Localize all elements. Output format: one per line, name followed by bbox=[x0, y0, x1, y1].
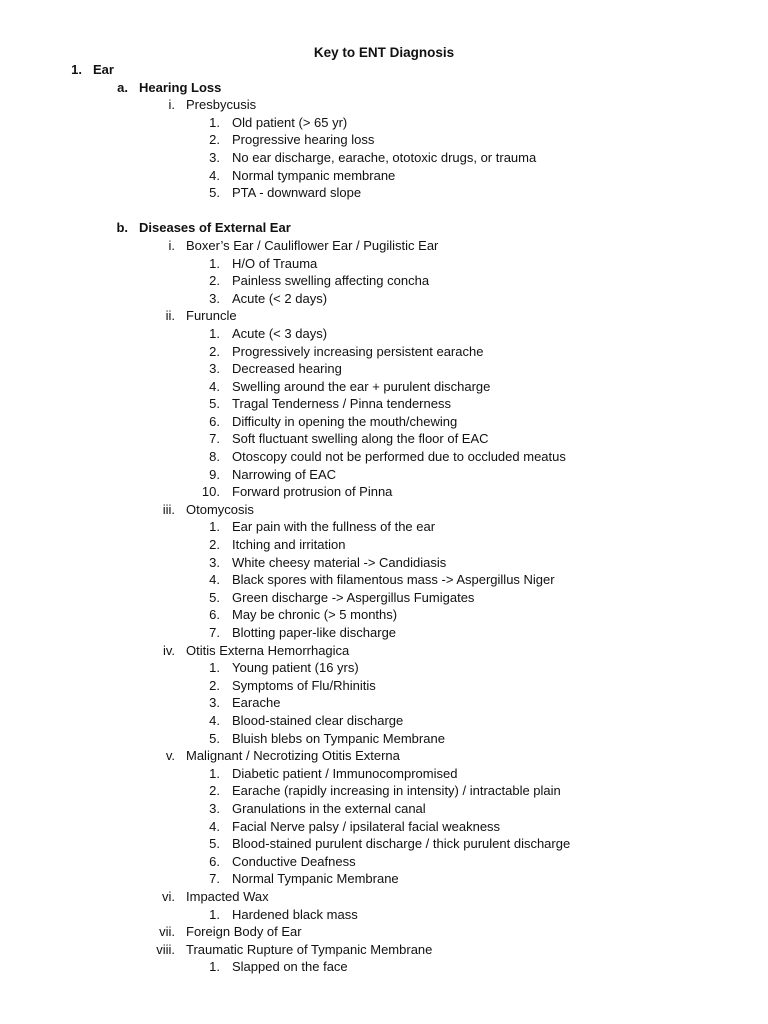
list-item-text: Presbycusis bbox=[186, 97, 257, 113]
list-item-text: H/O of Trauma bbox=[232, 255, 318, 271]
list-marker: 4. bbox=[209, 818, 220, 834]
finding-item bbox=[0, 518, 768, 536]
list-item-text: Soft fluctuant swelling along the floor of EAC bbox=[232, 431, 489, 447]
list-item-text: Earache (rapidly increasing in intensity) / intractable plain bbox=[232, 783, 561, 799]
list-marker: 2. bbox=[209, 537, 220, 553]
list-marker: 7. bbox=[209, 431, 220, 447]
list-item-text: Slapped on the face bbox=[232, 959, 348, 975]
finding-item bbox=[0, 571, 768, 589]
list-marker: b. bbox=[116, 220, 128, 236]
list-item-text: Earache bbox=[232, 695, 281, 711]
finding-item bbox=[0, 835, 768, 853]
list-item-text: Narrowing of EAC bbox=[232, 466, 337, 482]
finding-item bbox=[0, 624, 768, 642]
list-marker: 1. bbox=[71, 62, 82, 77]
blank-line bbox=[0, 202, 768, 220]
list-item-text: Bluish blebs on Tympanic Membrane bbox=[232, 730, 445, 746]
list-marker: 4. bbox=[209, 572, 220, 588]
list-item-text: Otoscopy could not be performed due to occluded meatus bbox=[232, 449, 566, 465]
finding-item bbox=[0, 765, 768, 783]
list-item-text: Young patient (16 yrs) bbox=[232, 660, 359, 676]
list-marker: 9. bbox=[209, 466, 220, 482]
condition-heading bbox=[0, 642, 768, 660]
finding-item bbox=[0, 395, 768, 413]
list-item-text: May be chronic (> 5 months) bbox=[232, 607, 398, 623]
list-marker: 5. bbox=[209, 589, 220, 605]
list-marker: i. bbox=[168, 97, 175, 113]
list-item-text: Progressively increasing persistent earache bbox=[232, 343, 484, 359]
finding-item bbox=[0, 413, 768, 431]
list-item-text: Ear pain with the fullness of the ear bbox=[232, 519, 436, 535]
list-item-text: Difficulty in opening the mouth/chewing bbox=[232, 413, 458, 429]
list-marker: a. bbox=[117, 79, 128, 95]
list-item-text: Black spores with filamentous mass -> Aspergillus Niger bbox=[232, 572, 555, 588]
list-marker: 2. bbox=[209, 783, 220, 799]
finding-item bbox=[0, 906, 768, 924]
list-item-text: Granulations in the external canal bbox=[232, 800, 426, 816]
list-marker: 10. bbox=[201, 484, 220, 500]
list-marker: 6. bbox=[209, 853, 220, 869]
list-marker: 7. bbox=[209, 625, 220, 640]
finding-item bbox=[0, 131, 768, 149]
finding-item bbox=[0, 448, 768, 466]
list-item-text: Foreign Body of Ear bbox=[186, 924, 302, 940]
finding-item bbox=[0, 853, 768, 871]
list-item-text: Conductive Deafness bbox=[232, 853, 356, 869]
finding-item bbox=[0, 325, 768, 343]
list-marker: ii. bbox=[165, 308, 175, 324]
list-marker: 8. bbox=[209, 449, 220, 465]
list-marker: viii. bbox=[156, 941, 175, 957]
finding-item bbox=[0, 606, 768, 624]
list-marker: vii. bbox=[159, 924, 175, 940]
list-item-text: Old patient (> 65 yr) bbox=[232, 114, 348, 130]
finding-item bbox=[0, 554, 768, 572]
list-marker: v. bbox=[165, 748, 175, 764]
list-marker: 5. bbox=[209, 396, 220, 412]
list-item-text: Facial Nerve palsy / ipsilateral facial weakness bbox=[232, 818, 501, 834]
condition-heading bbox=[0, 307, 768, 325]
finding-item bbox=[0, 343, 768, 361]
list-item-text: White cheesy material -> Candidiasis bbox=[232, 554, 447, 570]
list-marker: iii. bbox=[162, 501, 175, 517]
list-item-text: Symptoms of Flu/Rhinitis bbox=[232, 677, 376, 693]
list-marker: 1. bbox=[209, 519, 220, 535]
list-marker: 4. bbox=[209, 712, 220, 728]
list-item-text: Hearing Loss bbox=[139, 79, 222, 95]
list-marker: 1. bbox=[209, 255, 220, 271]
finding-item bbox=[0, 272, 768, 290]
list-item-text: Diseases of External Ear bbox=[139, 220, 291, 236]
list-item-text: Painless swelling affecting concha bbox=[232, 273, 430, 289]
finding-item bbox=[0, 255, 768, 273]
list-marker: iv. bbox=[162, 642, 175, 658]
finding-item bbox=[0, 430, 768, 448]
list-item-text: Blood-stained clear discharge bbox=[232, 712, 404, 728]
list-marker: 5. bbox=[209, 836, 220, 852]
list-item-text: No ear discharge, earache, ototoxic drugs, or trauma bbox=[232, 149, 537, 165]
list-marker: 5. bbox=[209, 185, 220, 201]
list-marker: 1. bbox=[209, 959, 220, 975]
list-item-text: PTA - downward slope bbox=[232, 185, 362, 201]
list-item-text: Impacted Wax bbox=[186, 888, 269, 904]
list-item-text: Blood-stained purulent discharge / thick purulent discharge bbox=[232, 836, 571, 852]
list-marker: 3. bbox=[209, 800, 220, 816]
section-heading bbox=[0, 61, 768, 79]
finding-item bbox=[0, 536, 768, 554]
finding-item bbox=[0, 483, 768, 501]
condition-heading bbox=[0, 237, 768, 255]
finding-item bbox=[0, 677, 768, 695]
finding-item bbox=[0, 800, 768, 818]
list-marker: 1. bbox=[209, 114, 220, 130]
finding-item bbox=[0, 114, 768, 132]
list-marker: 1. bbox=[209, 765, 220, 781]
list-item-text: Blotting paper-like discharge bbox=[232, 625, 397, 640]
list-item-text: Progressive hearing loss bbox=[232, 132, 375, 148]
list-item-text: Furuncle bbox=[186, 308, 237, 324]
list-marker: i. bbox=[168, 237, 175, 253]
finding-item bbox=[0, 782, 768, 800]
list-marker: 4. bbox=[209, 378, 220, 394]
condition-heading bbox=[0, 941, 768, 959]
list-marker: 6. bbox=[209, 413, 220, 429]
list-marker: 3. bbox=[209, 554, 220, 570]
list-marker: 1. bbox=[209, 906, 220, 922]
list-item-text: Boxer’s Ear / Cauliflower Ear / Pugilistic Ear bbox=[186, 237, 439, 253]
finding-item bbox=[0, 730, 768, 748]
list-item-text: Traumatic Rupture of Tympanic Membrane bbox=[186, 941, 433, 957]
list-item-text: Normal Tympanic Membrane bbox=[232, 871, 399, 887]
finding-item bbox=[0, 694, 768, 712]
list-item-text: Malignant / Necrotizing Otitis Externa bbox=[186, 748, 400, 764]
list-item-text: Forward protrusion of Pinna bbox=[232, 484, 393, 500]
finding-item bbox=[0, 958, 768, 976]
list-item-text: Green discharge -> Aspergillus Fumigates bbox=[232, 589, 475, 605]
list-marker: 4. bbox=[209, 167, 220, 183]
finding-item bbox=[0, 290, 768, 308]
finding-item bbox=[0, 378, 768, 396]
list-marker: 2. bbox=[209, 273, 220, 289]
list-item-text: Acute (< 2 days) bbox=[232, 290, 328, 306]
list-marker: 7. bbox=[209, 871, 220, 887]
finding-item bbox=[0, 659, 768, 677]
list-item-text: Acute (< 3 days) bbox=[232, 325, 328, 341]
finding-item bbox=[0, 818, 768, 836]
finding-item bbox=[0, 167, 768, 185]
list-item-text: Hardened black mass bbox=[232, 906, 358, 922]
finding-item bbox=[0, 466, 768, 484]
subsection-heading bbox=[0, 79, 768, 97]
list-marker: 3. bbox=[209, 149, 220, 165]
list-item-text: Tragal Tenderness / Pinna tenderness bbox=[232, 396, 451, 412]
condition-heading bbox=[0, 501, 768, 519]
condition-heading bbox=[0, 96, 768, 114]
list-marker: vi. bbox=[162, 888, 175, 904]
list-marker: 6. bbox=[209, 607, 220, 623]
list-item-text: Swelling around the ear + purulent discharge bbox=[232, 378, 491, 394]
finding-item bbox=[0, 589, 768, 607]
list-marker: 3. bbox=[209, 361, 220, 377]
list-item-text: Diabetic patient / Immunocompromised bbox=[232, 765, 458, 781]
finding-item bbox=[0, 870, 768, 888]
outline-list bbox=[0, 61, 768, 976]
finding-item bbox=[0, 149, 768, 167]
list-item-text: Decreased hearing bbox=[232, 361, 342, 377]
list-marker: 2. bbox=[209, 677, 220, 693]
list-item-text: Otomycosis bbox=[186, 501, 254, 517]
list-marker: 2. bbox=[209, 343, 220, 359]
list-marker: 3. bbox=[209, 290, 220, 306]
finding-item bbox=[0, 360, 768, 378]
list-marker: 1. bbox=[209, 325, 220, 341]
document-title: Key to ENT Diagnosis bbox=[313, 45, 455, 60]
finding-item bbox=[0, 712, 768, 730]
list-item-text: Ear bbox=[93, 62, 114, 77]
list-marker: 1. bbox=[209, 660, 220, 676]
list-item-text: Normal tympanic membrane bbox=[232, 167, 396, 183]
subsection-heading bbox=[0, 219, 768, 237]
condition-heading bbox=[0, 747, 768, 765]
list-marker: 2. bbox=[209, 132, 220, 148]
list-marker: 3. bbox=[209, 695, 220, 711]
list-marker: 5. bbox=[209, 730, 220, 746]
finding-item bbox=[0, 184, 768, 202]
condition-heading bbox=[0, 888, 768, 906]
list-item-text: Itching and irritation bbox=[232, 537, 346, 553]
list-item-text: Otitis Externa Hemorrhagica bbox=[186, 642, 350, 658]
condition-heading bbox=[0, 923, 768, 941]
